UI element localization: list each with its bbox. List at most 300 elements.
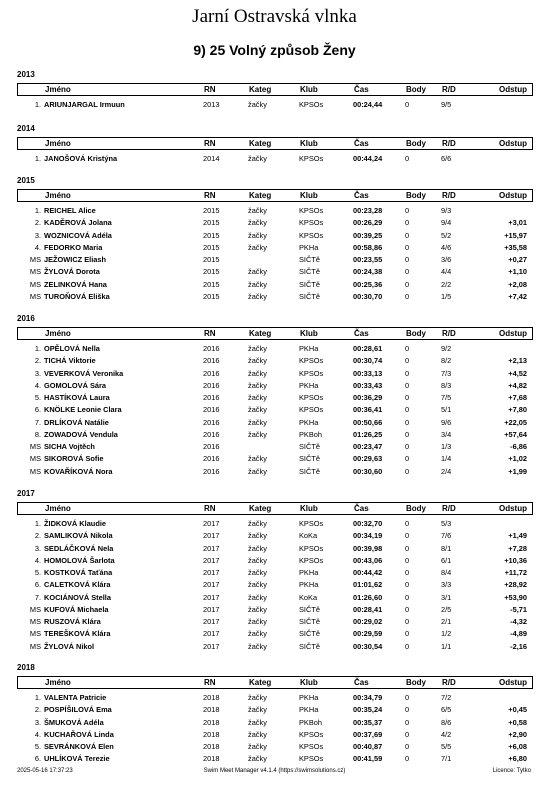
cell-place: MS — [29, 255, 41, 264]
cell-name: ŽYLOVÁ Nikol — [44, 641, 95, 651]
cell-points: 0 — [405, 279, 410, 289]
cell-heat-lane: 4/4 — [441, 267, 452, 277]
cell-points: 0 — [405, 405, 410, 415]
cell-gap: -2,16 — [510, 641, 527, 651]
cell-club: KPSOs — [299, 519, 324, 528]
cell-birth-year: 2016 — [203, 356, 220, 366]
cell-place: 2. — [34, 705, 41, 715]
cell-points: 0 — [405, 154, 410, 163]
column-header-category: Kateg — [249, 678, 272, 687]
footer-software: Swim Meet Manager v4.1.4 (https://swimsolutions.cz) — [203, 768, 346, 774]
cell-place: 1. — [34, 154, 41, 163]
cell-place: MS — [29, 454, 41, 464]
cell-club: KPSOs — [299, 218, 324, 228]
cell-club: KPSOs — [299, 100, 324, 109]
cell-place: 1. — [34, 693, 41, 702]
cell-club: KPSOs — [299, 230, 324, 240]
cell-birth-year: 2018 — [203, 754, 220, 764]
table-row — [0, 729, 549, 740]
table-row — [0, 616, 549, 627]
cell-name: ZOWADOVÁ Vendula — [44, 429, 118, 439]
cell-birth-year: 2015 — [203, 279, 220, 289]
cell-time: 01:26,25 — [353, 429, 383, 439]
cell-points: 0 — [405, 368, 410, 378]
cell-place: MS — [29, 617, 41, 626]
cell-birth-year: 2018 — [203, 742, 220, 751]
column-header-points: Body — [406, 329, 426, 338]
column-header-gap: Odstup — [499, 678, 527, 687]
cell-birth-year: 2013 — [203, 100, 220, 109]
cell-time: 00:35,37 — [353, 717, 383, 727]
cell-category: žačky — [248, 754, 267, 764]
cell-birth-year: 2017 — [203, 604, 220, 614]
table-row — [0, 579, 549, 590]
cell-category: žačky — [248, 393, 267, 402]
cell-birth-year: 2016 — [203, 442, 220, 451]
cell-birth-year: 2015 — [203, 230, 220, 240]
column-header-time: Čas — [354, 85, 369, 94]
cell-time: 00:25,36 — [353, 279, 383, 289]
cell-category: žačky — [248, 230, 267, 240]
cell-category: žačky — [248, 568, 267, 577]
cell-points: 0 — [405, 754, 410, 764]
cell-birth-year: 2017 — [203, 555, 220, 565]
table-row — [0, 543, 549, 554]
cell-birth-year: 2017 — [203, 592, 220, 602]
cell-place: 8. — [34, 429, 41, 439]
column-header-gap: Odstup — [499, 504, 527, 513]
section-year: 2013 — [17, 70, 35, 79]
table-row — [0, 567, 549, 578]
cell-name: SAMLIKOVÁ Nikola — [44, 531, 113, 541]
cell-points: 0 — [405, 543, 410, 553]
cell-category: žačky — [248, 592, 267, 602]
column-header-points: Body — [406, 504, 426, 513]
cell-place: 3. — [34, 717, 41, 727]
cell-name: OPĚLOVÁ Nella — [44, 344, 100, 353]
cell-heat-lane: 8/1 — [441, 543, 452, 553]
column-header-birth-year: RN — [204, 329, 216, 338]
cell-club: SIČTě — [299, 279, 320, 289]
cell-points: 0 — [405, 356, 410, 366]
column-header-time: Čas — [354, 504, 369, 513]
cell-club: KoKa — [299, 592, 318, 602]
cell-birth-year: 2018 — [203, 717, 220, 727]
cell-place: 3. — [34, 368, 41, 378]
cell-birth-year: 2016 — [203, 429, 220, 439]
cell-time: 00:30,60 — [353, 466, 383, 476]
cell-points: 0 — [405, 442, 410, 451]
cell-name: VALENTA Patricie — [44, 693, 107, 702]
cell-place: 1. — [34, 100, 41, 109]
cell-name: ŽYLOVÁ Dorota — [44, 267, 100, 277]
cell-time: 00:35,24 — [353, 705, 383, 715]
cell-club: KPSOs — [299, 368, 324, 378]
cell-time: 00:28,61 — [353, 344, 383, 353]
cell-birth-year: 2017 — [203, 543, 220, 553]
cell-name: KOCIÁNOVÁ Stella — [44, 592, 111, 602]
cell-place: 2. — [34, 218, 41, 228]
column-header-gap: Odstup — [499, 139, 527, 148]
cell-place: 1. — [34, 206, 41, 215]
cell-name: VEVERKOVÁ Veronika — [44, 368, 124, 378]
cell-heat-lane: 9/3 — [441, 206, 452, 215]
cell-club: KPSOs — [299, 154, 324, 163]
cell-birth-year: 2015 — [203, 255, 220, 264]
footer-timestamp: 2025-05-16 17:37:23 — [17, 768, 73, 774]
cell-birth-year: 2018 — [203, 729, 220, 739]
cell-category: žačky — [248, 466, 267, 476]
cell-gap: +10,36 — [504, 555, 527, 565]
column-header-heat-lane: R/D — [442, 504, 456, 513]
cell-place: MS — [29, 466, 41, 476]
cell-heat-lane: 3/6 — [441, 255, 452, 264]
cell-name: DRLÍKOVÁ Natálie — [44, 417, 109, 427]
column-header-points: Body — [406, 678, 426, 687]
cell-category: žačky — [248, 604, 267, 614]
cell-place: 6. — [34, 405, 41, 415]
cell-points: 0 — [405, 568, 410, 577]
cell-name: TEREŠKOVÁ Klára — [44, 629, 111, 639]
column-header-time: Čas — [354, 678, 369, 687]
cell-points: 0 — [405, 742, 410, 751]
cell-name: SEVRÁNKOVÁ Elen — [44, 742, 114, 751]
cell-birth-year: 2015 — [203, 267, 220, 277]
cell-time: 00:30,54 — [353, 641, 383, 651]
cell-time: 00:29,63 — [353, 454, 383, 464]
cell-time: 00:26,29 — [353, 218, 383, 228]
cell-name: SICHA Vojtěch — [44, 442, 95, 451]
column-header-category: Kateg — [249, 329, 272, 338]
cell-birth-year: 2016 — [203, 405, 220, 415]
cell-time: 00:50,66 — [353, 417, 383, 427]
cell-category: žačky — [248, 356, 267, 366]
cell-points: 0 — [405, 218, 410, 228]
cell-time: 00:41,59 — [353, 754, 383, 764]
cell-category: žačky — [248, 380, 267, 390]
cell-club: KPSOs — [299, 405, 324, 415]
cell-heat-lane: 5/5 — [441, 742, 452, 751]
cell-heat-lane: 3/4 — [441, 429, 452, 439]
cell-club: KPSOs — [299, 742, 324, 751]
cell-gap: -4,32 — [510, 617, 527, 626]
cell-name: HOMOLOVÁ Šarlota — [44, 555, 115, 565]
cell-name: GOMOLOVÁ Sára — [44, 380, 107, 390]
cell-place: 5. — [34, 568, 41, 577]
table-header — [17, 502, 533, 515]
cell-place: 4. — [34, 242, 41, 252]
cell-time: 00:23,28 — [353, 206, 383, 215]
table-header — [17, 327, 533, 340]
table-row — [0, 753, 549, 764]
table-row — [0, 518, 549, 529]
cell-name: ARIUNJARGAL Irmuun — [44, 100, 125, 109]
column-header-gap: Odstup — [499, 329, 527, 338]
cell-points: 0 — [405, 344, 410, 353]
cell-name: KADĚROVÁ Jolana — [44, 218, 112, 228]
cell-points: 0 — [405, 604, 410, 614]
cell-heat-lane: 8/4 — [441, 568, 452, 577]
cell-gap: +2,08 — [508, 279, 527, 289]
cell-points: 0 — [405, 255, 410, 264]
cell-points: 0 — [405, 629, 410, 639]
cell-name: SIKOROVÁ Sofie — [44, 454, 104, 464]
cell-gap: +57,64 — [504, 429, 527, 439]
cell-place: 5. — [34, 742, 41, 751]
cell-category: žačky — [248, 742, 267, 751]
cell-club: KPSOs — [299, 555, 324, 565]
column-header-points: Body — [406, 191, 426, 200]
table-row — [0, 692, 549, 703]
cell-birth-year: 2016 — [203, 417, 220, 427]
section-year: 2014 — [17, 124, 35, 133]
cell-birth-year: 2015 — [203, 242, 220, 252]
cell-place: 5. — [34, 393, 41, 402]
cell-place: 1. — [34, 519, 41, 528]
cell-gap: +2,90 — [508, 729, 527, 739]
column-header-birth-year: RN — [204, 191, 216, 200]
cell-category: žačky — [248, 693, 267, 702]
cell-birth-year: 2017 — [203, 641, 220, 651]
cell-heat-lane: 4/6 — [441, 242, 452, 252]
cell-points: 0 — [405, 429, 410, 439]
column-header-name: Jméno — [45, 85, 71, 94]
column-header-time: Čas — [354, 139, 369, 148]
table-row — [0, 717, 549, 728]
cell-club: PKBoh — [299, 717, 323, 727]
table-row — [0, 279, 549, 290]
column-header-heat-lane: R/D — [442, 85, 456, 94]
cell-points: 0 — [405, 729, 410, 739]
cell-name: JANOŠOVÁ Kristýna — [44, 154, 118, 163]
cell-category: žačky — [248, 580, 267, 590]
table-row — [0, 242, 549, 253]
cell-name: CALETKOVÁ Klára — [44, 580, 111, 590]
cell-gap: +7,42 — [508, 291, 527, 301]
cell-category: žačky — [248, 242, 267, 252]
column-header-birth-year: RN — [204, 85, 216, 94]
cell-time: 00:44,42 — [353, 568, 383, 577]
cell-heat-lane: 7/5 — [441, 393, 452, 402]
table-row — [0, 704, 549, 715]
cell-heat-lane: 5/1 — [441, 405, 452, 415]
column-header-name: Jméno — [45, 678, 71, 687]
cell-category: žačky — [248, 405, 267, 415]
table-row — [0, 230, 549, 241]
cell-gap: +4,82 — [508, 380, 527, 390]
cell-category: žačky — [248, 218, 267, 228]
cell-club: PKHa — [299, 580, 319, 590]
column-header-name: Jméno — [45, 139, 71, 148]
cell-birth-year: 2016 — [203, 368, 220, 378]
cell-time: 00:43,06 — [353, 555, 383, 565]
cell-category: žačky — [248, 454, 267, 464]
cell-place: MS — [29, 604, 41, 614]
cell-heat-lane: 2/5 — [441, 604, 452, 614]
cell-place: 6. — [34, 580, 41, 590]
cell-birth-year: 2018 — [203, 705, 220, 715]
section-year: 2018 — [17, 663, 35, 672]
cell-heat-lane: 9/5 — [441, 100, 452, 109]
cell-gap: +6,08 — [508, 742, 527, 751]
table-row — [0, 380, 549, 391]
cell-club: KPSOs — [299, 206, 324, 215]
cell-name: KOSTKOVÁ Taťána — [44, 568, 113, 577]
cell-category: žačky — [248, 629, 267, 639]
footer-licence: Licence: Tytko — [492, 768, 531, 774]
column-header-points: Body — [406, 85, 426, 94]
column-header-club: Klub — [300, 139, 318, 148]
table-row — [0, 417, 549, 428]
cell-club: SIČTě — [299, 454, 320, 464]
cell-heat-lane: 2/2 — [441, 279, 452, 289]
cell-points: 0 — [405, 291, 410, 301]
cell-name: ZELINKOVÁ Hana — [44, 279, 107, 289]
table-row — [0, 99, 549, 110]
cell-club: KoKa — [299, 531, 318, 541]
cell-time: 00:39,25 — [353, 230, 383, 240]
column-header-points: Body — [406, 139, 426, 148]
cell-points: 0 — [405, 641, 410, 651]
cell-time: 00:36,29 — [353, 393, 383, 402]
table-row — [0, 441, 549, 452]
cell-club: KPSOs — [299, 393, 324, 402]
cell-name: REICHEL Alice — [44, 206, 96, 215]
cell-gap: +7,28 — [508, 543, 527, 553]
cell-name: TUROŇOVÁ Eliška — [44, 291, 110, 301]
cell-gap: +2,13 — [508, 356, 527, 366]
cell-category: žačky — [248, 705, 267, 715]
table-row — [0, 217, 549, 228]
table-row — [0, 254, 549, 265]
cell-time: 01:26,60 — [353, 592, 383, 602]
table-header — [17, 137, 533, 150]
cell-gap: +6,80 — [508, 754, 527, 764]
cell-points: 0 — [405, 555, 410, 565]
cell-heat-lane: 2/1 — [441, 617, 452, 626]
cell-heat-lane: 1/1 — [441, 641, 452, 651]
cell-gap: +53,90 — [504, 592, 527, 602]
cell-category: žačky — [248, 154, 267, 163]
cell-place: MS — [29, 442, 41, 451]
cell-time: 00:33,13 — [353, 368, 383, 378]
table-row — [0, 429, 549, 440]
cell-points: 0 — [405, 230, 410, 240]
cell-gap: +0,45 — [508, 705, 527, 715]
cell-place: MS — [29, 267, 41, 277]
column-header-gap: Odstup — [499, 85, 527, 94]
cell-category: žačky — [248, 291, 267, 301]
cell-points: 0 — [405, 466, 410, 476]
cell-name: RUSZOVÁ Klára — [44, 617, 101, 626]
cell-birth-year: 2016 — [203, 380, 220, 390]
cell-category: žačky — [248, 617, 267, 626]
cell-heat-lane: 9/6 — [441, 417, 452, 427]
cell-name: KOVAŘÍKOVÁ Nora — [44, 466, 113, 476]
cell-club: PKHa — [299, 705, 319, 715]
cell-gap: +0,27 — [508, 255, 527, 264]
cell-category: žačky — [248, 417, 267, 427]
cell-place: MS — [29, 291, 41, 301]
cell-points: 0 — [405, 693, 410, 702]
cell-heat-lane: 1/2 — [441, 629, 452, 639]
cell-time: 00:28,41 — [353, 604, 383, 614]
column-header-club: Klub — [300, 329, 318, 338]
cell-time: 00:23,55 — [353, 255, 383, 264]
cell-gap: +3,01 — [508, 218, 527, 228]
cell-time: 00:44,24 — [353, 154, 383, 163]
column-header-heat-lane: R/D — [442, 139, 456, 148]
cell-heat-lane: 2/4 — [441, 466, 452, 476]
cell-heat-lane: 7/6 — [441, 531, 452, 541]
column-header-birth-year: RN — [204, 678, 216, 687]
cell-birth-year: 2016 — [203, 393, 220, 402]
cell-place: 4. — [34, 729, 41, 739]
cell-heat-lane: 6/5 — [441, 705, 452, 715]
cell-points: 0 — [405, 580, 410, 590]
cell-points: 0 — [405, 592, 410, 602]
cell-birth-year: 2015 — [203, 206, 220, 215]
cell-gap: +4,52 — [508, 368, 527, 378]
cell-heat-lane: 5/3 — [441, 519, 452, 528]
table-row — [0, 628, 549, 639]
cell-heat-lane: 6/1 — [441, 555, 452, 565]
cell-birth-year: 2017 — [203, 580, 220, 590]
cell-place: 2. — [34, 531, 41, 541]
cell-category: žačky — [248, 206, 267, 215]
table-header — [17, 83, 533, 96]
cell-club: SIČTě — [299, 267, 320, 277]
cell-place: 4. — [34, 555, 41, 565]
cell-heat-lane: 3/1 — [441, 592, 452, 602]
cell-name: UHLÍKOVÁ Terezie — [44, 754, 110, 764]
table-row — [0, 291, 549, 302]
cell-club: SIČTě — [299, 255, 320, 264]
cell-place: 1. — [34, 344, 41, 353]
cell-time: 00:29,59 — [353, 629, 383, 639]
cell-gap: -4,89 — [510, 629, 527, 639]
cell-club: SIČTě — [299, 604, 320, 614]
cell-name: KNÖLKE Leonie Clara — [44, 405, 122, 415]
cell-category: žačky — [248, 368, 267, 378]
cell-gap: +1,49 — [508, 531, 527, 541]
column-header-gap: Odstup — [499, 191, 527, 200]
cell-place: 7. — [34, 592, 41, 602]
cell-time: 00:36,41 — [353, 405, 383, 415]
cell-birth-year: 2017 — [203, 568, 220, 577]
column-header-category: Kateg — [249, 504, 272, 513]
cell-birth-year: 2016 — [203, 344, 220, 353]
cell-category: žačky — [248, 267, 267, 277]
cell-points: 0 — [405, 717, 410, 727]
cell-time: 00:33,43 — [353, 380, 383, 390]
cell-place: 7. — [34, 417, 41, 427]
cell-time: 00:32,70 — [353, 519, 383, 528]
cell-name: ŠMUKOVÁ Adéla — [44, 717, 104, 727]
cell-category: žačky — [248, 555, 267, 565]
cell-heat-lane: 9/4 — [441, 218, 452, 228]
cell-name: FEDORKO Maria — [44, 242, 103, 252]
cell-category: žačky — [248, 279, 267, 289]
cell-club: PKHa — [299, 242, 319, 252]
table-row — [0, 355, 549, 366]
cell-name: HASTÍKOVÁ Laura — [44, 393, 110, 402]
event-title: 9) 25 Volný způsob Ženy — [193, 42, 356, 58]
cell-time: 01:01,62 — [353, 580, 383, 590]
column-header-name: Jméno — [45, 504, 71, 513]
column-header-time: Čas — [354, 191, 369, 200]
cell-gap: +0,58 — [508, 717, 527, 727]
